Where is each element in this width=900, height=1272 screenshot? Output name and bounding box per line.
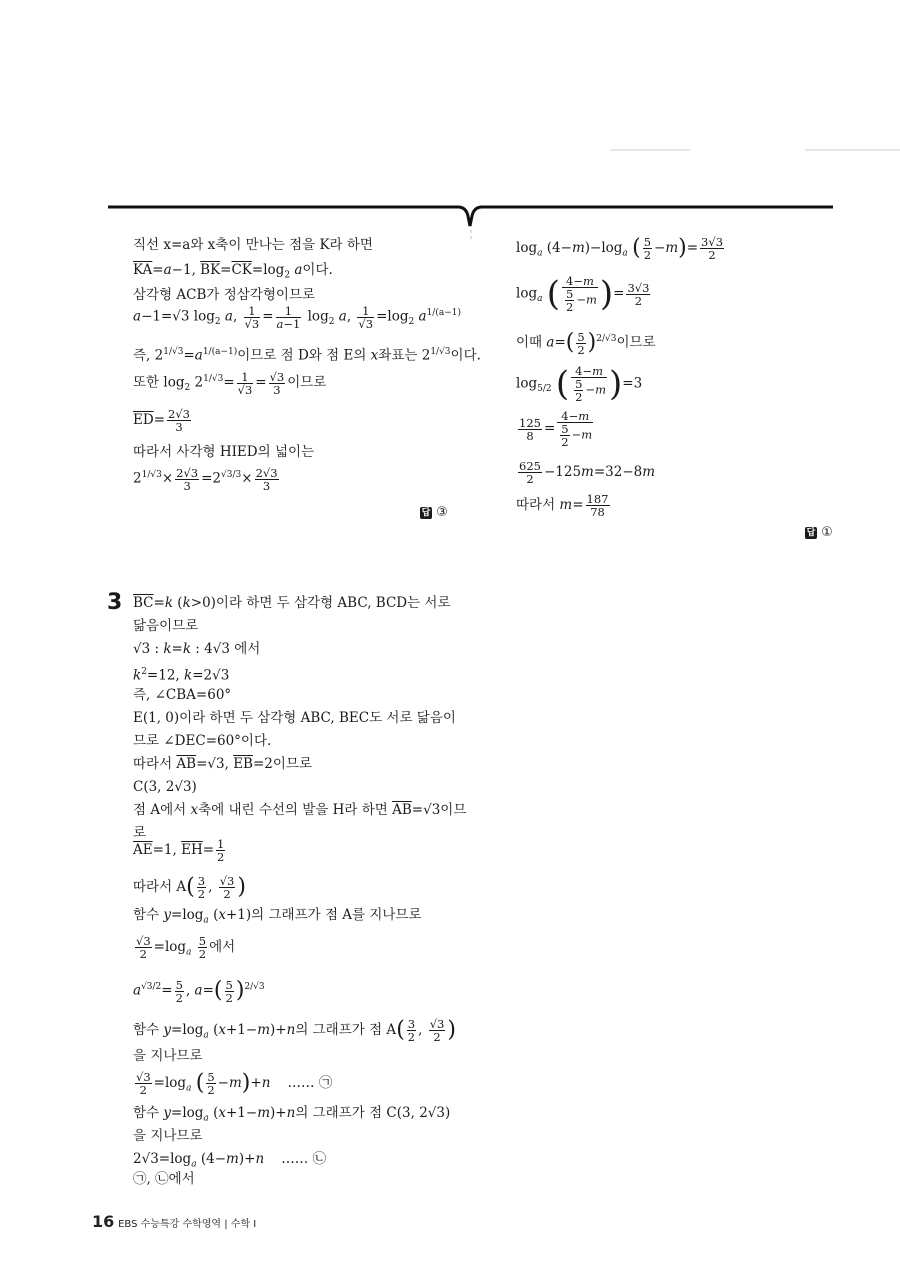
- right-line-2: $\log_a$ ( 4−m $\frac{5}{2}$ −m )= $\frac{3√3}{2}$: [516, 274, 650, 314]
- p3-line-7: 므로 ∠DEC=60°이다.: [133, 733, 272, 749]
- right-line-7: 따라서 m= $\frac{187}{78}$: [516, 492, 609, 519]
- p3-line-20: 함수 $y=\log_a$ (x+1−m)+n의 그래프가 점 C(3, 2√3): [133, 1105, 451, 1124]
- p3-line-1: $\overline{BC}=k$ (k>0)이라 하면 두 삼각형 ABC, BCD는 서로: [133, 595, 451, 611]
- p3-line-13: 따라서 A( $\frac{3}{2}$ , $\frac{√3}{2}$ ): [133, 874, 246, 901]
- answer-mark-icon: 답: [806, 527, 816, 538]
- left-line-2: $\overline{KA}=a-1$, $\overline{BK}=\overline{CK}=\log_2$ a이다.: [133, 262, 333, 281]
- p3-line-22: $2√3=\log_a$ (4−m)+n …… ㉡: [133, 1151, 327, 1170]
- p3-line-16: $a^{√3/2}=$ $\frac{5}{2}$ , a=( $\frac{5}{2}$ )$^{2/√3}$: [133, 977, 265, 1005]
- right-line-1: $\log_a (4-m)-\log_a$ ( $\frac{5}{2}$ −m)= $\frac{3√3}{2}$: [516, 235, 724, 262]
- p3-line-9: C(3, 2√3): [133, 779, 197, 795]
- p3-line-4: $k^2=12$, k=2√3: [133, 667, 230, 684]
- p3-line-19: $\frac{√3}{2}$ $=\log_a$ ( $\frac{5}{2}$ −m)+n …… ㉠: [136, 1070, 333, 1097]
- left-line-6: 또한 $\log_2 2^{1/√3}=$ $\frac{1}{√3}$ = $\frac{√3}{3}$ 이므로: [133, 369, 327, 397]
- problem-number: 3: [107, 590, 123, 615]
- page-number: 16: [92, 1212, 115, 1231]
- left-line-9: $2^{1/√3}\times$ $\frac{2√3}{3}$ $=2^{√3/3}\times$ $\frac{2√3}{3}$: [133, 465, 278, 493]
- p3-line-5: 즉, ∠CBA=60°: [133, 687, 232, 703]
- p3-line-12: $\overline{AE}=1$, $\overline{EH}=$ $\frac{1}{2}$: [133, 837, 225, 864]
- left-line-3: 삼각형 ACB가 정삼각형이므로: [133, 287, 316, 303]
- p3-line-8: 따라서 $\overline{AB}=√3$, $\overline{EB}=2$이므로: [133, 756, 312, 772]
- p3-line-15: $\frac{√3}{2}$ $=\log_a$ $\frac{5}{2}$ 에서: [136, 934, 236, 961]
- p3-line-18: 을 지나므로: [133, 1048, 203, 1064]
- p3-line-6: E(1, 0)이라 하면 두 삼각형 ABC, BEC도 서로 닮음이: [133, 710, 456, 726]
- left-line-8: 따라서 사각형 HIED의 넓이는: [133, 444, 315, 460]
- right-line-6: $\frac{625}{2}$ −125m=32−8m: [519, 459, 656, 486]
- right-line-4: $\log_{5/2}$ ( 4−m $\frac{5}{2}$ −m )=3: [516, 364, 643, 404]
- p3-line-3: √3 : k=k : 4√3 에서: [133, 641, 261, 657]
- page-footer: [92, 1212, 256, 1231]
- p3-line-14: 함수 $y=\log_a$ (x+1)의 그래프가 점 A를 지나므로: [133, 907, 422, 926]
- p3-line-21: 을 지나므로: [133, 1128, 203, 1144]
- left-line-1: 직선 x=a와 x축이 만나는 점을 K라 하면: [133, 237, 373, 253]
- right-line-3: 이때 a=( $\frac{5}{2}$ )$^{2/√3}$이므로: [516, 329, 656, 357]
- left-line-5: 즉, $2^{1/√3}=a^{1/(a-1)}$이므로 점 D와 점 E의 x좌표는 $2^{1/√3}$이다.: [133, 347, 481, 364]
- footer-text: EBS 수능특강 수학영역 | 수학 Ⅰ: [118, 1219, 257, 1230]
- answer-mark-icon: 답: [421, 507, 431, 518]
- left-line-7: $\overline{ED}=$ $\frac{2√3}{3}$: [133, 407, 190, 434]
- p3-line-2: 닮음이므로: [133, 618, 199, 634]
- header-rule: [0, 0, 900, 240]
- p3-line-23: ㉠, ㉡에서: [133, 1171, 195, 1187]
- answer-2: 답 ①: [806, 525, 833, 540]
- answer-1: 답 ③: [421, 505, 448, 520]
- p3-line-10: 점 A에서 x축에 내린 수선의 발을 H라 하면 $\overline{AB}=√3$이므: [133, 802, 467, 818]
- p3-line-11: 로: [133, 825, 147, 841]
- left-line-4: a−1=√3 $\log_2 a$, $\frac{1}{√3}$ = $\frac{1}{a-1}$ $\log_2 a$, $\frac{1}{√3}$ $=\log_2$ $a^{1/(a-1)}$: [133, 303, 461, 331]
- right-line-5: $\frac{125}{8}$ = 4−m $\frac{5}{2}$ −m: [519, 409, 593, 449]
- p3-line-17: 함수 $y=\log_a$ (x+1−m)+n의 그래프가 점 A( $\frac{3}{2}$ , $\frac{√3}{2}$ ): [133, 1017, 456, 1044]
